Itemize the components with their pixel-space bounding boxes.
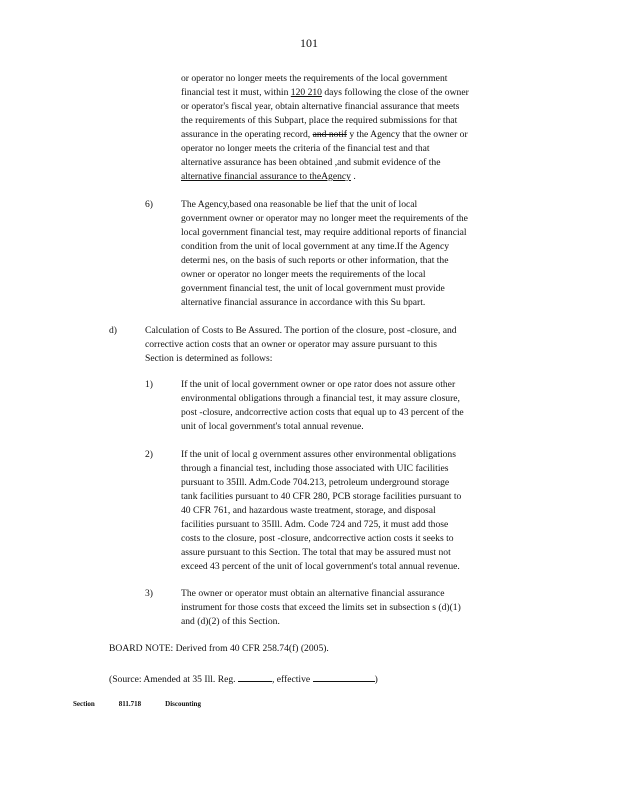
effective-date-blank (313, 671, 375, 682)
text-line: alternative assurance has been obtained ,and submit evidence of the (181, 157, 441, 168)
text-line: government financial test, the unit of local government must provide (181, 283, 445, 294)
text-line: government owner or operator may no longer meet the requirements of the (181, 213, 468, 224)
page-number: 101 (300, 36, 318, 50)
text-line: or operator's fiscal year, obtain alternative financial assurance that meets (181, 101, 460, 112)
text-line: or operator no longer meets the requirements of the local government (181, 73, 448, 84)
text-line: pursuant to 35Ill. Adm.Code 704.213, petroleum underground storage (181, 477, 450, 488)
text-fragment: assurance in the operating record, (181, 129, 313, 140)
section-title: Discounting (165, 700, 201, 708)
text-line: operator no longer meets the criteria of the financial test and that (181, 143, 430, 154)
text-line: environmental obligations through a financial test, it may assure closure, (181, 393, 460, 404)
section-heading (73, 700, 225, 708)
text-line: and (d)(2) of this Section. (181, 616, 280, 627)
inserted-text: 120 210 (290, 87, 322, 98)
text-line: assure pursuant to this Section. The total that may be assured must not (181, 547, 451, 558)
continued-paragraph (181, 72, 541, 184)
text-line: tank facilities pursuant to 40 CFR 280, PCB storage facilities pursuant to (181, 491, 462, 502)
item-marker: 3) (145, 588, 153, 599)
text-line: exceed 43 percent of the unit of local government's total annual revenue. (181, 561, 460, 572)
text-fragment: days following the close of the owner (321, 87, 469, 98)
text-line: 40 CFR 761, and hazardous waste treatment, storage, and disposal (181, 505, 436, 516)
text-line (181, 170, 541, 184)
inserted-text: alternative financial assurance to theAgency (181, 171, 351, 182)
text-line: Calculation of Costs to Be Assured. The portion of the closure, post -closure, and (145, 325, 457, 336)
text-fragment: financial test it must, within (181, 87, 291, 98)
text-line (181, 86, 541, 100)
deleted-text: and notif (312, 129, 347, 140)
source-note-text: (Source: Amended at 35 Ill. Reg. (109, 674, 236, 685)
text-line: post -closure, andcorrective action costs that equal up to 43 percent of the (181, 407, 464, 418)
text-line: The owner or operator must obtain an alternative financial assurance (181, 588, 445, 599)
item-marker: 2) (145, 449, 153, 460)
register-blank (238, 671, 272, 682)
text-line: owner or operator no longer meets the requirements of the local (181, 269, 426, 280)
text-line: local government financial test, may require additional reports of financial (181, 227, 467, 238)
source-note-text: , effective (271, 674, 311, 685)
text-fragment: y the Agency that the owner or (346, 129, 468, 140)
text-line: costs to the closure, post -closure, andcorrective action costs it seeks to (181, 533, 454, 544)
text-line: Section is determined as follows: (145, 353, 273, 364)
text-line: facilities pursuant to 35Ill. Adm. Code 724 and 725, it must add those (181, 519, 449, 530)
item-marker: 6) (145, 199, 153, 210)
text-line: determi nes, on the basis of such reports or other information, that the (181, 255, 449, 266)
text-line: The Agency,based ona reasonable be lief that the unit of local (181, 199, 418, 210)
text-line: through a financial test, including those associated with UIC facilities (181, 463, 449, 474)
item-marker: 1) (145, 379, 153, 390)
item-d3-paragraph (181, 587, 526, 629)
text-line: corrective action costs that an owner or operator may assure pursuant to this (145, 339, 437, 350)
text-line: the requirements of this Subpart, place the required submissions for that (181, 115, 458, 126)
item-6-paragraph (181, 198, 541, 310)
text-line: instrument for those costs that exceed the limits set in subsection s (d)(1) (181, 602, 461, 613)
item-d2-paragraph (181, 448, 533, 574)
board-note: BOARD NOTE: Derived from 40 CFR 258.74(f) (2005). (109, 643, 329, 654)
source-note (109, 671, 378, 687)
section-label: Section (73, 700, 95, 708)
text-line: If the unit of local government owner or ope rator does not assure other (181, 379, 456, 390)
text-line: alternative financial assurance in accordance with this Su bpart. (181, 297, 426, 308)
text-line: unit of local government's total annual revenue. (181, 421, 364, 432)
text-fragment: . (350, 171, 356, 182)
subsection-d-paragraph (145, 324, 536, 366)
section-number: 811.718 (118, 700, 142, 708)
subsection-marker: d) (109, 325, 117, 336)
source-note-text: ) (374, 674, 378, 685)
text-line: If the unit of local g overnment assures other environmental obligations (181, 449, 456, 460)
item-d1-paragraph (181, 378, 537, 434)
text-line (181, 128, 541, 142)
text-line: condition from the unit of local government at any time.If the Agency (181, 241, 450, 252)
